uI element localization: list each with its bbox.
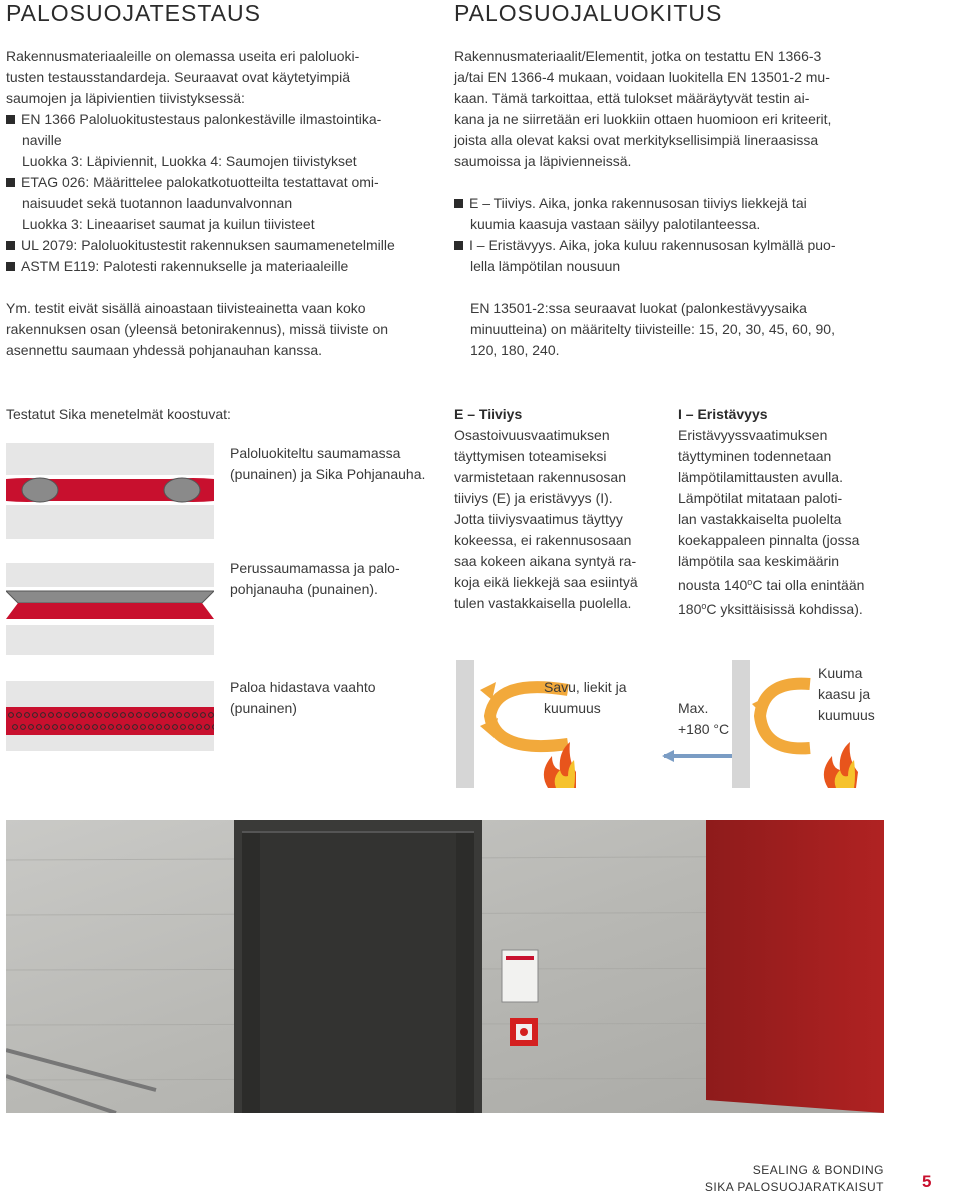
page-number: 5 [922,1172,932,1191]
section-heading-fire-testing: PALOSUOJATESTAUS [6,0,261,26]
fire-testing-intro: Rakennusmateriaaleille on olemassa useita eri paloluoki- tusten testausstandardeja. Seuraavat ovat käytetyimpiä saumojen ja läpivientien tiivistyksessä: [6,48,360,106]
e-section: E – Tiiviys Osastoivuusvaatimuksen täyttymisen toteamiseksi varmistetaan rakennusosan tiiviys (E) ja eristävyys (I). Jotta tiiviysvaatimus täyttyy kokeessa, ei rakennusosaan saa kokeen aikana syntyä ra- koja eikä liekkejä saa esiintyä tulen vastakkaisella puolella. [454,404,654,614]
footer-title: SIKA PALOSUOJARATKAISUT [704,1180,884,1194]
diagram-label-1: Paloluokiteltu saumamassa (punainen) ja Sika Pohjanauha. [230,445,426,482]
bullet-icon [6,241,15,250]
list-item: I – Eristävyys. Aika, joka kuluu rakennusosan kylmällä puo- lella lämpötilan nousuun [454,235,904,277]
list-item: E – Tiiviys. Aika, jonka rakennusosan tiiviys liekkejä tai kuumia kaasuja vastaan säilyy palotilanteessa. [454,193,904,235]
sealant-backer-rod-diagram [6,443,214,539]
diagram-label-2: Perussaumamassa ja palo- pohjanauha (punainen). [230,560,400,597]
list-item: ASTM E119: Palotesti rakennukselle ja materiaaleille [6,256,438,277]
bullet-icon [6,262,15,271]
list-item: EN 1366 Paloluokitustestaus palonkestäville ilmastointika- naville Luokka 3: Läpiviennit, Luokka 4: Saumojen tiivistykset [6,109,438,172]
bullet-icon [454,199,463,208]
e-section-title: E – Tiiviys [454,406,523,422]
basic-sealant-diagram [6,563,214,655]
criteria-list [454,193,904,277]
max-temperature-label: Max. +180 °C [678,700,730,737]
testing-note: Ym. testit eivät sisällä ainoastaan tiivisteainetta vaan koko rakennuksen osan (yleensä betonirakennus), missä tiiviste on asennettu saumaan yhdessä pohjanauhan kanssa. [6,300,389,358]
standards-list [6,109,438,277]
bullet-icon [6,178,15,187]
methods-heading: Testatut Sika menetelmät koostuvat: [6,406,231,422]
footer-brand: SEALING & BONDING [752,1163,884,1177]
list-item: UL 2079: Paloluokitustestit rakennuksen saumamenetelmille [6,235,438,256]
fire-door-photo [6,820,884,1113]
diagram-label-3: Paloa hidastava vaahto (punainen) [230,679,376,716]
i-diagram-label: Kuuma kaasu ja kuumuus [818,665,875,723]
i-section: I – Eristävyys Eristävyyssvaatimuksen täyttyminen todennetaan lämpötilamittausten avulla. Lämpötilat mitataan paloti- lan vastakkaiselta puolelta koekappaleen pinnalta (jossa lämpötila saa keskimäärin nousta 140$^o$C tai olla enintään 180$^o$C yksittäisissä kohdissa). [678,404,918,620]
i-section-title: I – Eristävyys [678,406,768,422]
section-heading-fire-classification: PALOSUOJALUOKITUS [454,0,723,26]
list-item: ETAG 026: Määrittelee palokatkotuotteilta testattavat omi- naisuudet sekä tuotannon laadunvalvonnan Luokka 3: Lineaariset saumat ja kuilun tiivisteet [6,172,438,235]
intumescent-foam-diagram [6,681,214,751]
e-diagram-label: Savu, liekit ja kuumuus [544,679,627,716]
bullet-icon [454,241,463,250]
bullet-icon [6,115,15,124]
classification-intro: Rakennusmateriaalit/Elementit, jotka on testattu EN 1366-3 ja/tai EN 1366-4 mukaan, voidaan luokitella EN 13501-2 mu- kaan. Tämä tarkoittaa, että tulokset määräytyvät testin ai- kana ja ne siirretään eri luokkiin ottaen huomioon eri kriteerit, joista alla olevat kaksi ovat merkityksellisimpiä lineraasissa saumoissa ja läpivienneissä. [454,48,832,169]
classification-classes: EN 13501-2:ssa seuraavat luokat (palonkestävyysaika minuutteina) on määritelty tiivisteille: 15, 20, 30, 45, 60, 90, 120, 180, 240. [470,300,835,358]
